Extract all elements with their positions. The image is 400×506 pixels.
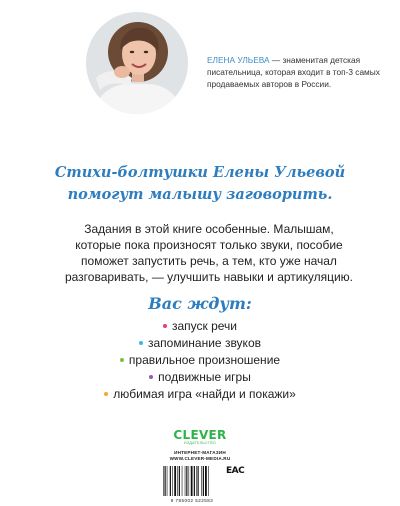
- author-bio: [207, 54, 387, 90]
- publisher-logo-sub: ИЗДАТЕЛЬСТВО: [184, 441, 216, 445]
- feature-item: [0, 369, 400, 386]
- feature-label: запоминание звуков: [148, 336, 261, 350]
- author-photo: [86, 12, 188, 114]
- feature-item: [0, 386, 400, 403]
- bullet-dot-icon: [149, 375, 153, 379]
- feature-label: подвижные игры: [158, 370, 251, 384]
- shop-label: ИНТЕРНЕТ-МАГАЗИН: [174, 450, 226, 455]
- author-name: ЕЛЕНА УЛЬЕВА: [207, 55, 270, 65]
- feature-list: [0, 318, 400, 403]
- headline: [0, 162, 400, 206]
- barcode-number: 9 785002 522583: [170, 498, 214, 503]
- wait-title: Вас ждут:: [148, 294, 252, 313]
- description: Задания в этой книге особенные. Малышам, которые пока произносят только звуки, пособие поможет запустить речь, а тем, кто уже начал разговаривать, — улучшить навыки и артикуляцию.: [64, 222, 354, 284]
- feature-item: [0, 352, 400, 369]
- publisher-logo: [164, 429, 236, 446]
- feature-label: любимая игра «найди и покажи»: [113, 387, 296, 401]
- barcode: [161, 466, 223, 500]
- feature-item: [0, 318, 400, 335]
- author-bio-text: — знаменитая детская писательница, которая входит в топ-3 самых продаваемых авторов в России.: [207, 55, 380, 89]
- feature-label: запуск речи: [171, 319, 238, 333]
- publisher-logo-word: CLEVER: [173, 428, 227, 442]
- eac-mark: EAC: [226, 466, 245, 476]
- headline-line-2: помогут малышу заговорить.: [67, 186, 333, 203]
- headline-line-1: Стихи-болтушки Елены Ульевой: [54, 164, 346, 181]
- shop-url: WWW.CLEVER-MEDIA.RU: [169, 456, 231, 461]
- feature-label: правильное произношение: [128, 353, 281, 367]
- bullet-dot-icon: [163, 324, 167, 328]
- bullet-dot-icon: [104, 392, 108, 396]
- feature-item: [0, 335, 400, 352]
- bullet-dot-icon: [139, 341, 143, 345]
- bullet-dot-icon: [120, 358, 124, 362]
